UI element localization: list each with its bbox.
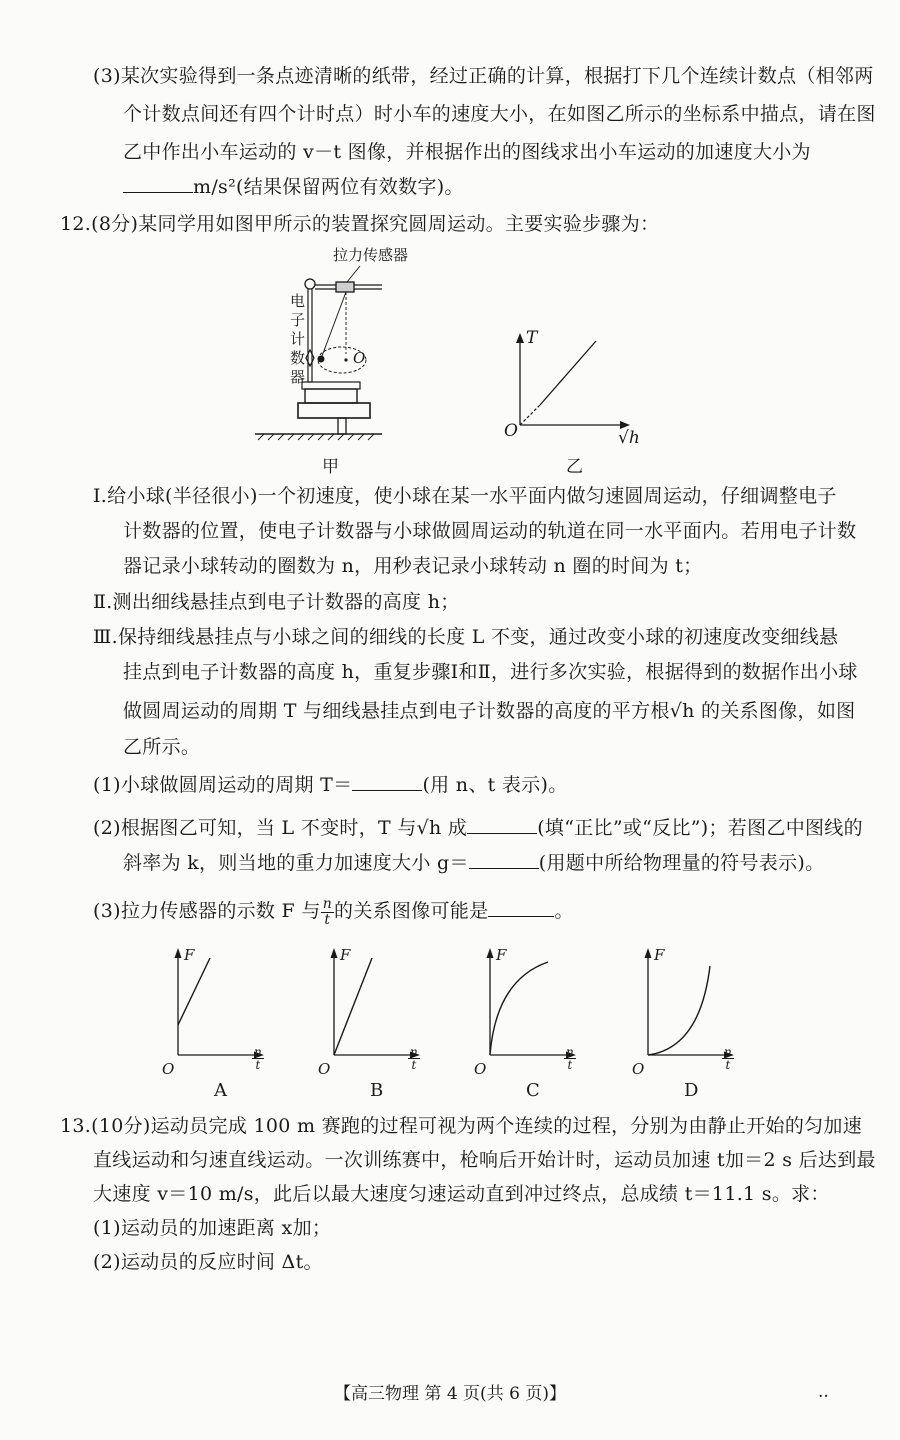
answer-blank <box>467 813 537 834</box>
step3-line4: 乙所示。 <box>123 736 201 758</box>
option-a-graph <box>158 940 278 1110</box>
option-label: C <box>526 1080 540 1101</box>
corner-mark: .. <box>818 1382 829 1402</box>
option-xlabel: $\frac{n}{t}$ <box>724 1045 732 1072</box>
part3-line4: m/s²(结果保留两位有效数字)。 <box>123 172 464 201</box>
q13-part2: (2)运动员的反应时间 Δt。 <box>93 1251 323 1273</box>
y-axis-arrow <box>175 948 182 958</box>
q12-stem: 12.(8分)某同学用如图甲所示的装置探究圆周运动。主要实验步骤为： <box>60 213 660 235</box>
page-footer: 【高三物理 第 4 页(共 6 页)】 <box>334 1384 566 1404</box>
curve-concave-down <box>490 962 548 1055</box>
part3-line2: 个计数点间还有四个计时点）时小车的速度大小，在如图乙所示的坐标系中描点，请在图 <box>123 103 876 125</box>
step3-line3: 做圆周运动的周期 T 与细线悬挂点到电子计数器的高度的平方根√h 的关系图像，如图 <box>123 700 856 722</box>
q13-line3: 大速度 v＝10 m/s，此后以最大速度匀速运动直到冲过终点，总成绩 t＝11.1 s。求： <box>93 1183 830 1205</box>
part3-line3: 乙中作出小车运动的 v－t 图像，并根据作出的图线求出小车运动的加速度大小为 <box>123 141 811 163</box>
option-label: D <box>684 1080 699 1101</box>
option-label: B <box>370 1080 384 1101</box>
step1-line3: 器记录小球转动的圈数为 n，用秒表记录小球转动 n 圈的时间为 t； <box>123 555 703 577</box>
step1-line1: Ⅰ.给小球(半径很小)一个初速度，使小球在某一水平面内做匀速圆周运动，仔细调整电子 <box>93 485 837 507</box>
counter-label: 电 子 计 数 器 <box>290 292 306 386</box>
step3-line2: 挂点到电子计数器的高度 h，重复步骤Ⅰ和Ⅱ，进行多次实验，根据得到的数据作出小球 <box>123 661 858 683</box>
part3-line1: (3)某次实验得到一条点迹清晰的纸带，经过正确的计算，根据打下几个连续计数点（相邻两 <box>93 65 874 87</box>
center-label: O <box>353 349 366 367</box>
option-xlabel: $\frac{n}{t}$ <box>410 1045 418 1072</box>
option-xlabel: $\frac{n}{t}$ <box>566 1045 574 1072</box>
curve-line-through-origin <box>334 958 372 1055</box>
figure-yi-caption: 乙 <box>566 457 583 477</box>
graph-yi-ylabel: T <box>526 328 538 348</box>
answer-blank <box>469 848 539 869</box>
option-b-graph <box>314 940 434 1110</box>
figure-jia-caption: 甲 <box>322 457 339 477</box>
graph-yi-xlabel: √h <box>618 428 640 448</box>
answer-blank <box>352 770 422 791</box>
option-d-graph <box>628 940 748 1110</box>
q13-line2: 直线运动和匀速直线运动。一次训练赛中，枪响后开始计时，运动员加速 t加＝2 s 后达到最 <box>93 1149 876 1171</box>
option-c-graph <box>470 940 590 1110</box>
y-axis-arrow <box>331 948 338 958</box>
option-ylabel: F <box>496 946 507 964</box>
q12-part2-line1: (2)根据图乙可知，当 L 不变时，T 与√h 成 (填“正比”或“反比”)；若图乙中图线的 <box>93 813 863 842</box>
step3-line1: Ⅲ.保持细线悬挂点与小球之间的细线的长度 L 不变，通过改变小球的初速度改变细线悬 <box>93 626 839 648</box>
answer-blank <box>123 172 193 193</box>
apparatus-figure <box>250 238 390 468</box>
option-ylabel: F <box>184 946 195 964</box>
option-ylabel: F <box>654 946 665 964</box>
option-ylabel: F <box>340 946 351 964</box>
q12-part1: (1)小球做圆周运动的周期 T＝ (用 n、t 表示)。 <box>93 770 568 799</box>
option-origin: O <box>474 1060 487 1078</box>
option-origin: O <box>318 1060 331 1078</box>
q13-part1: (1)运动员的加速距离 x加； <box>93 1217 332 1239</box>
y-axis-arrow <box>487 948 494 958</box>
option-label: A <box>214 1080 227 1101</box>
q12-part3: (3)拉力传感器的示数 F 与 $\frac{n}{t}$ 的关系图像可能是 。 <box>93 895 574 928</box>
sensor-label: 拉力传感器 <box>333 246 409 264</box>
option-origin: O <box>162 1060 175 1078</box>
step2: Ⅱ.测出细线悬挂点到电子计数器的高度 h； <box>93 591 460 613</box>
q13-line1: 13.(10分)运动员完成 100 m 赛跑的过程可视为两个连续的过程，分别为由静止开始的匀加速 <box>60 1115 863 1137</box>
step1-line2: 计数器的位置，使电子计数器与小球做圆周运动的轨道在同一水平面内。若用电子计数 <box>123 520 857 542</box>
y-axis-arrow <box>645 948 652 958</box>
q12-part2-line2: 斜率为 k，则当地的重力加速度大小 g＝ (用题中所给物理量的符号表示)。 <box>123 848 824 877</box>
option-xlabel: $\frac{n}{t}$ <box>254 1045 262 1072</box>
graph-yi-origin: O <box>504 421 518 441</box>
option-origin: O <box>632 1060 645 1078</box>
n-over-t-fraction: $\frac{n}{t}$ <box>322 895 333 928</box>
curve-concave-up <box>648 966 710 1055</box>
curve-line-with-intercept <box>178 958 210 1025</box>
option-graphs <box>0 940 900 1110</box>
answer-blank <box>488 896 554 917</box>
